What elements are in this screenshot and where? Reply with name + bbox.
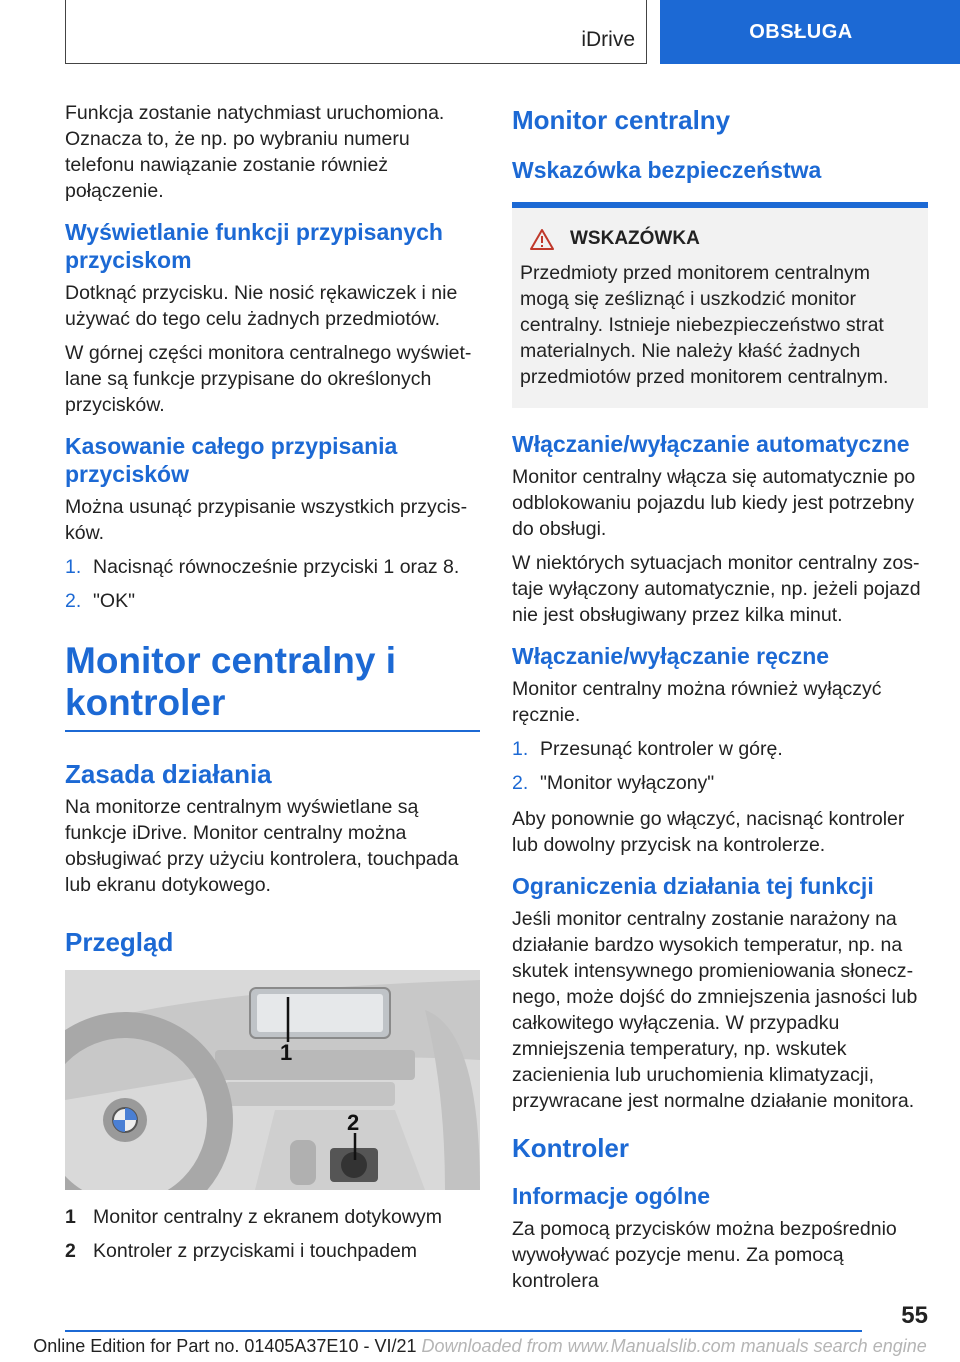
- auto-paragraph-2: W niektórych sytuacjach monitor centralny zostaje wyłączony automatycznie, np. jeżeli pojazd nie jest obsługiwany przez kilka minut.: [512, 552, 921, 626]
- manual-paragraph-2: Aby ponownie go włączyć, nacisnąć kontroler lub dowolny przycisk na kontrolerze.: [512, 808, 905, 856]
- figure-callout-1: 1: [280, 1040, 293, 1065]
- warning-title: WSKAZÓWKA: [520, 228, 920, 250]
- auto-paragraph-1: Monitor centralny włącza się automatycznie po odblokowaniu pojazdu lub kiedy jest potrzebny do obsługi.: [512, 466, 916, 540]
- header-section-title: iDrive: [581, 28, 635, 51]
- delete-steps: [65, 554, 480, 614]
- legend-item: 2 Kontroler z przyciskami i touchpadem: [65, 1240, 418, 1262]
- left-column: [65, 100, 480, 1272]
- legend-item: 1 Monitor centralny z ekranem dotykowym: [65, 1206, 442, 1228]
- heading-safety-note: Wskazówka bezpieczeństwa: [512, 157, 822, 183]
- intro-paragraph: Funkcja zostanie natychmiast uruchomiona. Oznacza to, że np. po wybraniu numeru telefonu nawiązanie zostanie również połączenie.: [65, 102, 445, 202]
- assigned-paragraph-2: W górnej części monitora centralnego wyświetlane są funkcje przypisane do określonych przycisków.: [65, 342, 472, 416]
- heading-central-monitor: Monitor centralny: [512, 105, 731, 135]
- watermark[interactable]: Downloaded from www.Manualslib.com manuals search engine: [421, 1336, 927, 1356]
- heading-controller: Kontroler: [512, 1133, 629, 1163]
- principle-paragraph: Na monitorze centralnym wyświetlane są funkcje iDrive. Monitor centralny można obsługiwać przy użyciu kontrolera, touchpada lub ekranu dotykowego.: [65, 796, 459, 896]
- heading-principle: Zasada działania: [65, 759, 272, 789]
- heading-delete-assignment: Kasowanie całego przypisania przycisków: [65, 433, 398, 487]
- page-number: 55: [901, 1302, 928, 1329]
- heading-general-info: Informacje ogólne: [512, 1183, 711, 1209]
- warning-box: [512, 202, 928, 408]
- right-column: [512, 100, 928, 1302]
- heading-monitor-and-controller: Monitor centralny i kontroler: [65, 640, 480, 732]
- cockpit-illustration: [65, 970, 480, 1190]
- list-item: 1. Przesunąć kontroler w górę.: [512, 738, 783, 760]
- warning-text: Przedmioty przed monitorem centralnym mogą się ześliznąć i uszkodzić monitor centralny. Istnieje niebezpieczeństwo strat materialnych. Nie należy kłaść żadnych przedmiotów przed monitorem centralnym.: [520, 262, 889, 388]
- heading-limitations: Ograniczenia działania tej funkcji: [512, 873, 874, 899]
- heading-overview: Przegląd: [65, 927, 174, 957]
- heading-auto-on-off: Włączanie/wyłączanie automatyczne: [512, 431, 910, 457]
- limitations-paragraph: Jeśli monitor centralny zostanie narażony na działanie bardzo wysokich temperatur, np. na skutek intensywnego promieniowania słonecznego, może dojść do zmniejszenia jasności lub całkowitego wyłączenia. W przypadku zmniejszenia temperatury, np. wskutek zacienienia lub uruchomienia klimatyzacji, przywracane jest normalne działanie monitora.: [512, 908, 918, 1112]
- footer-divider: [65, 1330, 862, 1332]
- header-box: [65, 0, 647, 64]
- manual-paragraph: Monitor centralny można również wyłączyć ręcznie.: [512, 678, 882, 726]
- cockpit-drawing: [65, 970, 480, 1190]
- general-paragraph: Za pomocą przycisków można bezpośrednio wywoływać pozycje menu. Za pomocą kontrolera: [512, 1218, 897, 1292]
- heading-manual-on-off: Włączanie/wyłączanie ręczne: [512, 643, 830, 669]
- list-item: 2. "OK": [65, 590, 136, 612]
- manual-steps: [512, 736, 928, 796]
- header-chapter-tab[interactable]: OBSŁUGA: [660, 0, 960, 64]
- warning-triangle-icon: [530, 228, 554, 250]
- list-item: 2. "Monitor wyłączony": [512, 772, 715, 794]
- delete-paragraph: Można usunąć przypisanie wszystkich przycisków.: [65, 496, 468, 544]
- heading-assigned-functions: Wyświetlanie funkcji przypisanych przyciskom: [65, 219, 443, 273]
- assigned-paragraph-1: Dotknąć przycisku. Nie nosić rękawiczek i nie używać do tego celu żadnych przedmiotów.: [65, 282, 458, 330]
- figure-callout-2: 2: [347, 1110, 360, 1135]
- list-item: 1. Nacisnąć równocześnie przyciski 1 oraz 8.: [65, 556, 460, 578]
- footer-edition: Online Edition for Part no. 01405A37E10 - VI/21 Downloaded from www.Manualslib.com manuals search engine: [33, 1336, 927, 1356]
